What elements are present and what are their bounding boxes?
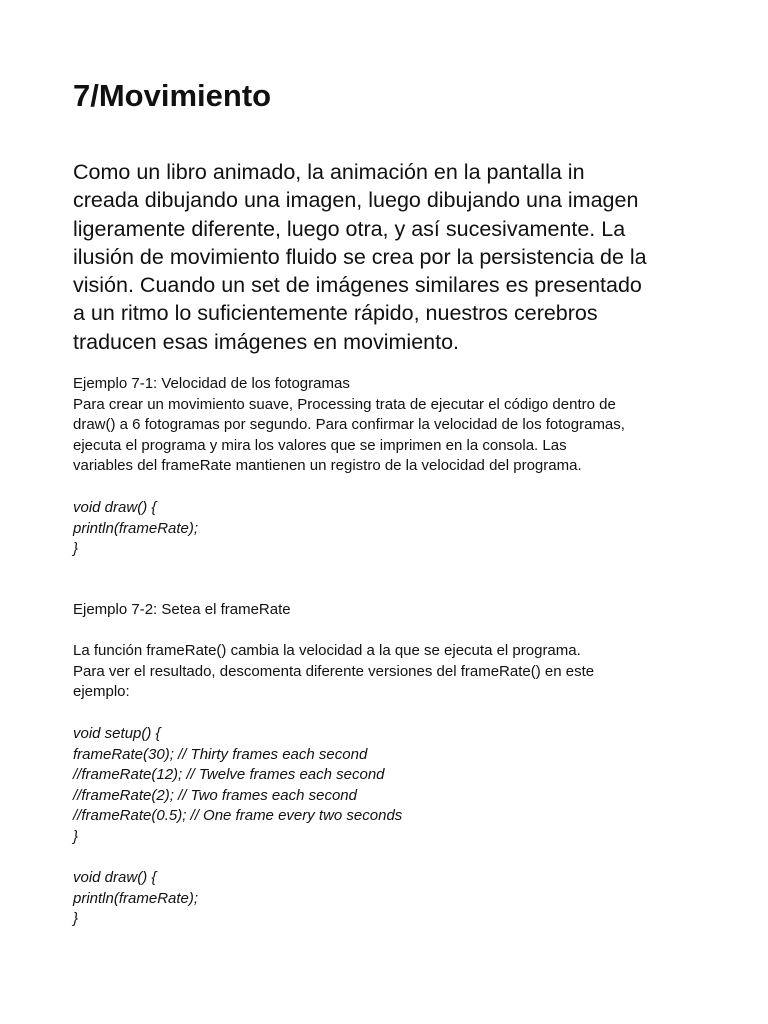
example-1-body-line: draw() a 6 fotogramas por segundo. Para confirmar la velocidad de los fotogramas,	[73, 416, 625, 434]
code-line: void draw() {	[73, 869, 157, 886]
example-2-draw-code	[73, 868, 198, 930]
example-2-setup-code	[73, 724, 402, 848]
code-line: println(frameRate);	[73, 519, 199, 537]
intro-line: visión. Cuando un set de imágenes similares es presentado	[73, 273, 642, 298]
example-2-heading-block	[73, 600, 291, 621]
example-1-heading: Ejemplo 7-1: Velocidad de los fotogramas	[73, 375, 350, 392]
code-line: void setup() {	[73, 725, 161, 742]
code-line: //frameRate(0.5); // One frame every two seconds	[73, 807, 403, 825]
code-line: }	[73, 910, 79, 928]
intro-line: a un ritmo lo suficientemente rápido, nuestros cerebros	[73, 301, 598, 326]
intro-paragraph	[73, 158, 713, 356]
code-line: frameRate(30); // Thirty frames each second	[73, 745, 368, 763]
code-line: }	[73, 540, 79, 558]
example-1-text	[73, 374, 625, 477]
chapter-title: 7/Movimiento	[73, 78, 272, 113]
intro-line: Como un libro animado, la animación en la pantalla in	[73, 160, 585, 184]
intro-line: ligeramente diferente, luego otra, y así sucesivamente. La	[73, 216, 626, 241]
intro-line: traducen esas imágenes en movimiento.	[73, 329, 460, 354]
example-2-heading: Ejemplo 7-2: Setea el frameRate	[73, 601, 291, 618]
example-1-body-line: variables del frameRate mantienen un registro de la velocidad del programa.	[73, 457, 582, 475]
code-line: //frameRate(12); // Twelve frames each second	[73, 766, 385, 784]
code-line: println(frameRate);	[73, 889, 199, 907]
intro-line: creada dibujando una imagen, luego dibujando una imagen	[73, 188, 639, 213]
example-2-body-line: La función frameRate() cambia la velocidad a la que se ejecuta el programa.	[73, 642, 581, 659]
code-line: //frameRate(2); // Two frames each second	[73, 786, 357, 804]
code-line: }	[73, 827, 79, 845]
intro-line: ilusión de movimiento fluido se crea por la persistencia de la	[73, 244, 647, 269]
example-1-body-line: Para crear un movimiento suave, Processing trata de ejecutar el código dentro de	[73, 395, 616, 413]
example-1-code	[73, 498, 198, 560]
example-2-body-line: Para ver el resultado, descomenta diferente versiones del frameRate() en este	[73, 662, 595, 680]
code-line: void draw() {	[73, 499, 157, 516]
example-2-body-line: ejemplo:	[73, 683, 130, 701]
example-1-body-line: ejecuta el programa y mira los valores que se imprimen en la consola. Las	[73, 436, 567, 454]
example-2-text	[73, 641, 594, 703]
